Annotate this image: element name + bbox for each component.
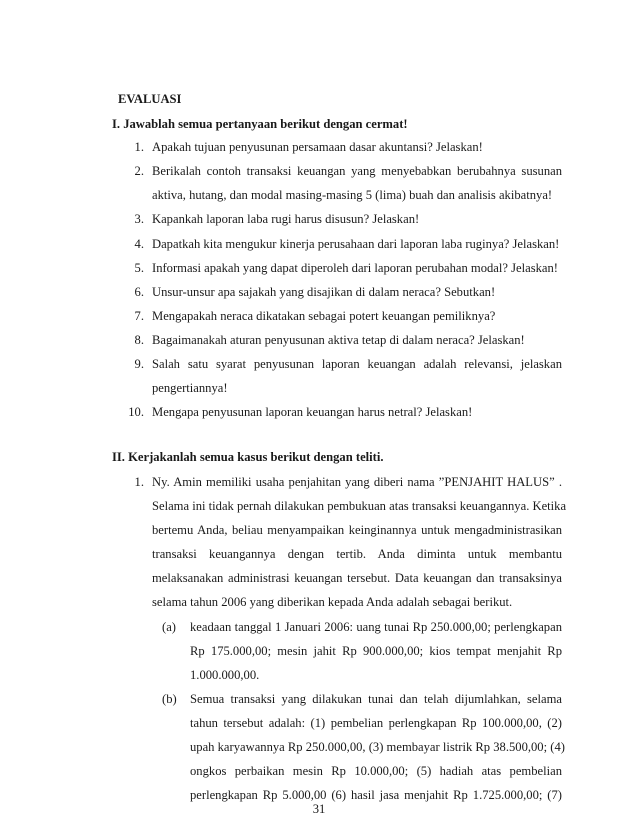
question-number: 10.: [128, 405, 144, 419]
sub-item-text: keadaan tanggal 1 Januari 2006: uang tunai Rp 250.000,00; perlengkapan: [190, 620, 562, 634]
question-text: Kapankah laporan laba rugi harus disusun? Jelaskan!: [152, 212, 420, 226]
question-text: Mengapa penyusunan laporan keuangan harus netral? Jelaskan!: [152, 405, 473, 419]
case-text: melaksanakan administrasi keuangan tersebut. Data keuangan dan transaksinya: [152, 571, 562, 585]
sub-item-text: ongkos perbaikan mesin Rp 10.000,00; (5) hadiah atas pembelian: [190, 764, 562, 778]
question-number: 5.: [134, 261, 144, 275]
question-text: pengertiannya!: [152, 381, 228, 395]
case-text: transaksi keuangannya dengan tertib. Anda diminta untuk membantu: [152, 547, 562, 561]
sub-item-text: Semua transaksi yang dilakukan tunai dan telah dijumlahkan, selama: [190, 692, 562, 706]
case-text: selama tahun 2006 yang diberikan kepada Anda adalah sebagai berikut.: [152, 595, 513, 609]
question-number: 3.: [134, 212, 144, 226]
page-heading: EVALUASI: [118, 92, 182, 106]
question-text: aktiva, hutang, dan modal masing-masing 5 (lima) buah dan analisis akibatnya!: [152, 188, 553, 202]
question-number: 7.: [134, 309, 144, 323]
sub-item-text: upah karyawannya Rp 250.000,00, (3) membayar listrik Rp 38.500,00; (4): [190, 740, 565, 754]
question-text: Mengapakah neraca dikatakan sebagai potert keuangan pemiliknya?: [152, 309, 496, 323]
question-number: 6.: [134, 285, 144, 299]
question-text: Informasi apakah yang dapat diperoleh dari laporan perubahan modal? Jelaskan!: [152, 261, 558, 275]
question-text: Unsur-unsur apa sajakah yang disajikan di dalam neraca? Sebutkan!: [152, 285, 496, 299]
question-text: Berikalah contoh transaksi keuangan yang menyebabkan berubahnya susunan: [152, 164, 562, 178]
question-number: 8.: [134, 333, 144, 347]
question-text: Dapatkah kita mengukur kinerja perusahaan dari laporan laba ruginya? Jelaskan!: [152, 237, 560, 251]
sub-item-text: Rp 175.000,00; mesin jahit Rp 900.000,00; kios tempat menjahit Rp: [190, 644, 562, 658]
sub-item-text: tahun tersebut adalah: (1) pembelian perlengkapan Rp 100.000,00, (2): [190, 716, 562, 730]
sub-item-label: (b): [162, 692, 177, 706]
question-number: 4.: [134, 237, 144, 251]
case-text: bertemu Anda, beliau menyampaikan keinginannya untuk mengadministrasikan: [152, 523, 562, 537]
question-text: Apakah tujuan penyusunan persamaan dasar akuntansi? Jelaskan!: [152, 140, 483, 154]
sub-item-text: 1.000.000,00.: [190, 668, 260, 682]
question-text: Bagaimanakah aturan penyusunan aktiva tetap di dalam neraca? Jelaskan!: [152, 333, 525, 347]
question-text: Salah satu syarat penyusunan laporan keuangan adalah relevansi, jelaskan: [152, 357, 562, 371]
sub-item-text: perlengkapan Rp 5.000,00 (6) hasil jasa menjahit Rp 1.725.000,00; (7): [190, 788, 562, 802]
case-text: Selama ini tidak pernah dilakukan pembukuan atas transaksi keuangannya. Ketika: [152, 499, 567, 513]
section-2-title: II. Kerjakanlah semua kasus berikut dengan teliti.: [112, 450, 384, 464]
question-number: 2.: [134, 164, 144, 178]
case-text: Ny. Amin memiliki usaha penjahitan yang diberi nama ”PENJAHIT HALUS” .: [152, 475, 562, 489]
question-number: 1.: [134, 140, 144, 154]
section-1-title: I. Jawablah semua pertanyaan berikut dengan cermat!: [112, 117, 408, 131]
sub-item-label: (a): [162, 620, 176, 634]
question-number: 9.: [134, 357, 144, 371]
case-number: 1.: [134, 475, 144, 489]
page-number: 31: [312, 802, 326, 816]
